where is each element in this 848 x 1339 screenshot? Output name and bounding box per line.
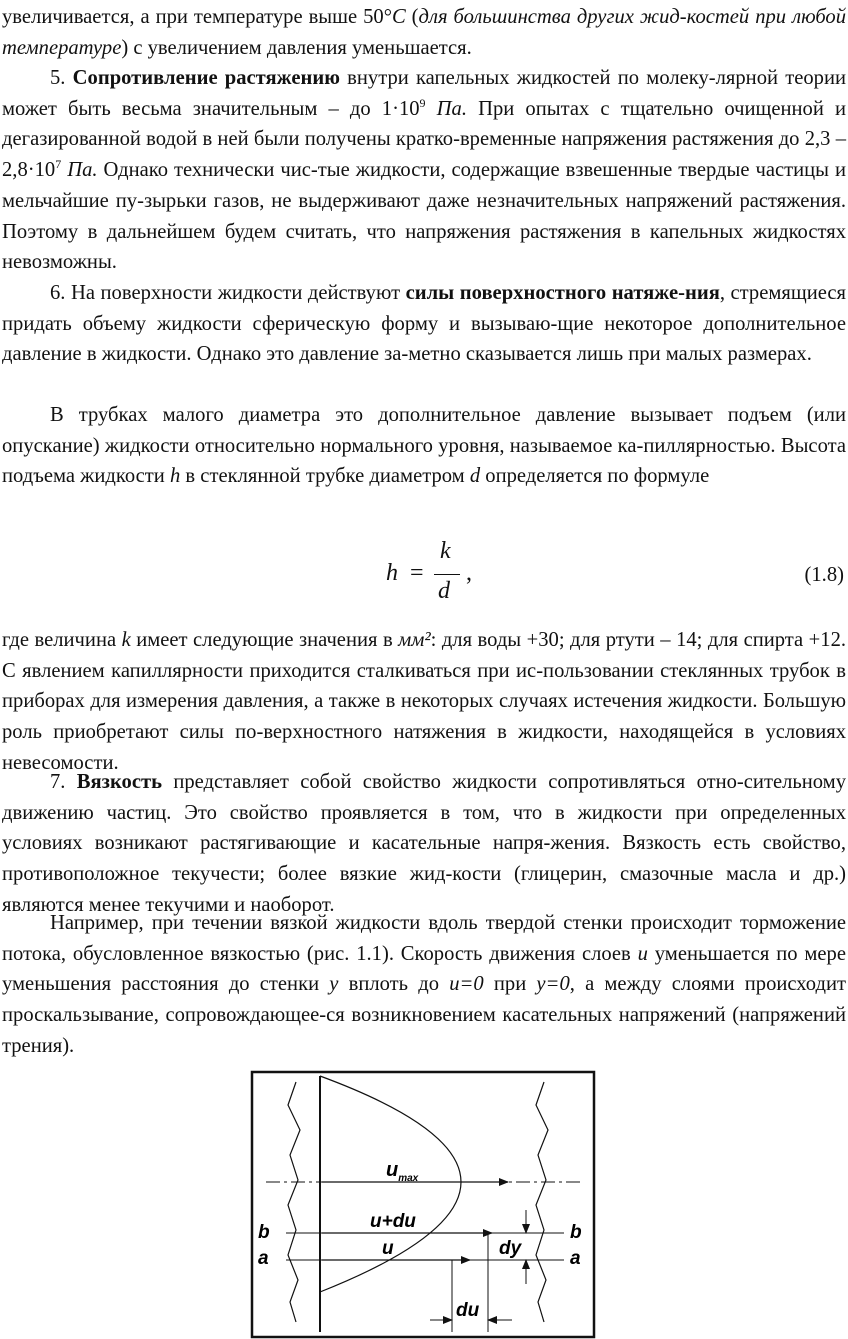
text-span: вплоть до [338,973,450,996]
label-u: u [382,1238,394,1259]
text-span: Однако технически чис-тые жидкости, содержащие взвешенные твердые частицы и мельчайшие пу-зырьки газов, не выдерживают даже незначительных напряжений растяжения. Поэтому в дальнейшем будем считать, что напряжения растяжения в капельных жидкостях невозможны. [2,159,846,274]
item-number: 6. [50,282,71,304]
formula-1-8 [0,534,848,610]
formula-number: (1.8) [804,564,844,586]
formula-numerator: k [440,538,451,564]
fraction-bar [434,574,460,575]
text-span: C [391,6,406,28]
text-span: ) с увеличением давления уменьшается. [121,36,472,59]
text-span: : для воды +30; для ртути – 14; для спирта +12. С явлением капиллярности приходится сталкиваться при ис-пользовании стеклянных трубок в приборах для измерения давления, а также в некоторых случаях истечения жидкости. Большую роль приобретают силы по-верхностного натяжения в жидкости, находящейся в условиях невесомости. [2,629,847,774]
text-span: внутри капельных жидкостей по молеку-лярной теории может быть весьма значительным – до 1·10 [2,67,847,120]
break-line-left [288,1082,300,1322]
text-span: ( [405,6,419,28]
symbol-k: k [121,629,131,651]
term-bold: Вязкость [76,771,162,793]
unit: мм² [398,629,431,651]
exponent: 7 [55,157,62,172]
label-b-right: b [570,1222,582,1243]
text-span: определяется по формуле [480,465,710,488]
symbol-u: u [637,942,648,965]
item-number: 5. [50,67,73,89]
text-span: , стремящиеся придать объему жидкости сферическую форму и вызываю-щие некоторое дополнительное давление в жидкости. Однако это давление за-метно сказывается лишь при малых размерах. [2,282,846,366]
symbol-h: h [169,465,181,488]
text-span: Например, при течении вязкой жидкости вдоль твердой стенки происходит торможение потока, обусловленное вязкостью (рис. 1.1). Скорость движения слоев [2,912,846,965]
formula-lhs: h [386,560,398,586]
paragraph-capillarity [2,400,846,492]
text-span: увеличивается, а при температуре выше 50° [2,6,392,28]
label-dy: dy [499,1238,522,1259]
paragraph-tensile-strength [2,63,846,278]
formula-denominator: d [438,578,450,604]
text-span: представляет собой свойство жидкости сопротивляться отно-сительному движению частиц. Это свойство проявляется в том, что в жидкости при определенных условиях возникают растягивающие и касательные напря-жения. Вязкость есть свойство, противоположное текучести; более вязкие жид-кости (глицерин, смазочные масла и др.) являются менее текучими и наоборот. [2,771,847,916]
label-a-left: a [258,1248,269,1269]
paragraph-example [2,908,846,1062]
text-span: в стеклянной трубке диаметром [180,465,470,488]
condition-y0: y=0 [536,973,570,996]
text-span: В трубках малого диаметра это дополнительное давление вызывает подъем (или опускание) жидкости относительно нормального уровня, называемое ка-пиллярностью. Высота подъема жидкости [2,404,846,488]
figure-velocity-profile [250,1070,596,1339]
text-span: имеет следующие значения в [130,629,399,651]
paragraph-viscosity [2,767,846,921]
unit: Па. [425,97,467,120]
term-bold: Сопротивление растяжению [72,67,340,89]
text-span: где величина [2,629,122,651]
symbol-d: d [469,465,481,488]
paragraph-surface-tension [2,278,846,370]
label-u-du: u+du [370,1211,416,1232]
paragraph-continuation [2,2,846,63]
label-b-left: b [258,1222,270,1243]
formula-equals: = [410,560,424,586]
text-span: уменьшается по мере уменьшения расстояния до стенки [2,942,846,996]
condition-u0: u=0 [449,973,484,996]
term-bold: силы поверхностного натяже-ния [405,282,720,304]
label-a-right: a [570,1248,581,1269]
text-span: При опытах с тщательно очищенной и дегазированной водой в ней были получены кратко-временные напряжения растяжения до 2,3 – 2,8·10 [2,97,847,182]
unit: Па. [61,159,98,182]
text-span: , а между слоями происходит проскальзывание, сопровождающее-ся возникновением касательных напряжений (напряжений трения). [2,973,846,1057]
paragraph-k-values [2,625,846,779]
break-line-right [536,1082,548,1322]
figure-frame [252,1072,594,1337]
item-number: 7. [50,771,77,793]
label-umax: $u_{max}$ [386,1159,419,1184]
symbol-y: y [329,973,339,996]
formula-comma: , [466,560,472,586]
exponent: 9 [419,95,426,110]
label-du: du [456,1300,480,1321]
text-span: для большинства других жид-костей при любой температуре [2,6,846,59]
text-span: при [483,973,537,996]
text-span: На поверхности жидкости действуют [70,282,406,304]
